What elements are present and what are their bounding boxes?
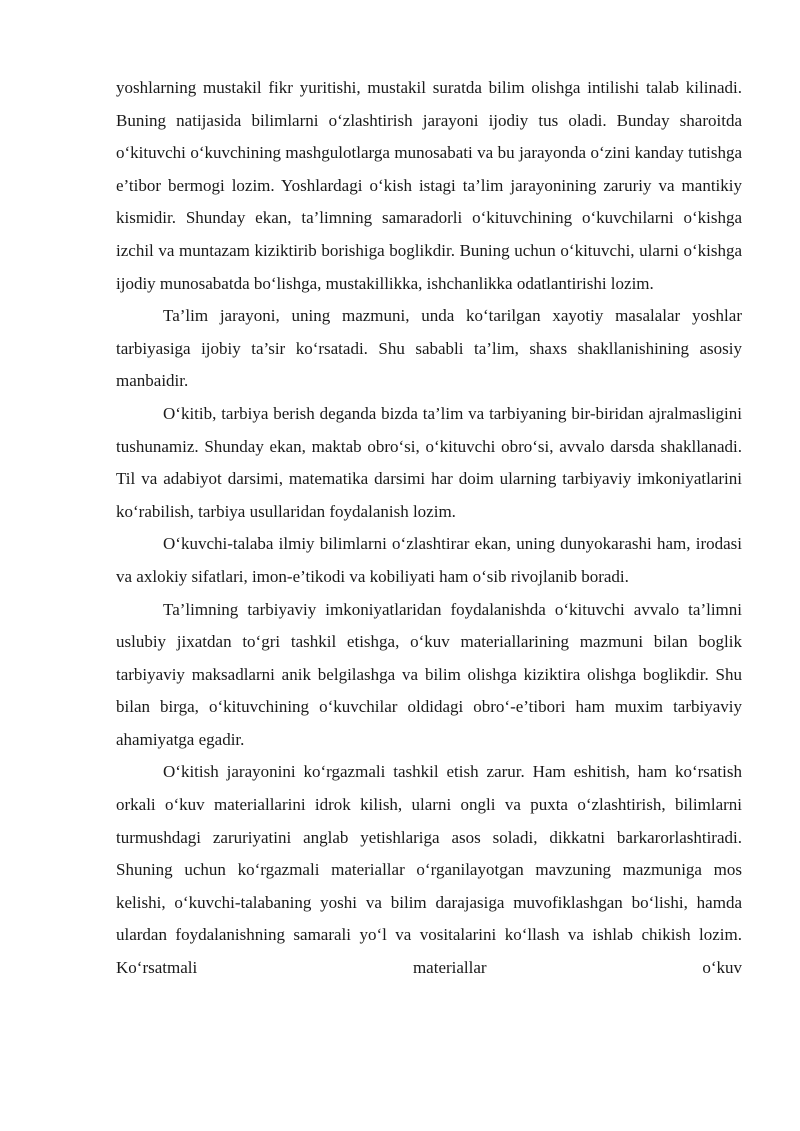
paragraph-5: Ta’limning tarbiyaviy imkoniyatlaridan foydalanishda o‘kituvchi avvalo ta’limni uslubiy jixatdan to‘gri tashkil etishga, o‘kuv materiallarining mazmuni bilan boglik tarbiyaviy maksadlarni anik belgilashga va bilim olishga kiziktira olishga boglikdir. Shu bilan birga, o‘kituvchining o‘kuvchilar oldidagi obro‘-e’tibori ham muxim tarbiyaviy ahamiyatga egadir. — [116, 599, 742, 749]
paragraph-6: O‘kitish jarayonini ko‘rgazmali tashkil etish zarur. Ham eshitish, ham ko‘rsatish orkali o‘kuv materiallarini idrok kilish, ularni ongli va puxta o‘zlashtirish, bilimlarni turmushdagi zaruriyatini anglab yetishlariga asos soladi, dikkatni barkarorlashtiradi. Shuning uchun ko‘rgazmali materiallar o‘rganilayotgan mavzuning mazmuniga mos kelishi, o‘kuvchi-talabaning yoshi va bilim darajasiga muvofiklashgan bo‘lishi, hamda ulardan foydalanishning samarali yo‘l va vositalarini ko‘llash va ishlab chikish lozim. Ko‘rsatmali materiallar o‘kuv — [116, 762, 742, 978]
paragraph-1: yoshlarning mustakil fikr yuritishi, mustakil suratda bilim olishga intilishi talab kilinadi. Buning natijasida bilimlarni o‘zlashtirish jarayoni ijodiy tus oladi. Bunday sharoitda o‘kituvchi o‘kuvchining mashgulotlarga munosabati va bu jarayonda o‘zini kanday tutishga e’tibor bermogi lozim. Yoshlardagi o‘kish istagi ta’lim jarayonining zaruriy va mantikiy kismidir. Shunday ekan, ta’limning samaradorli o‘kituvchining o‘kuvchilarni o‘kishga izchil va muntazam kiziktirib borishiga boglikdir. Buning uchun o‘kituvchi, ularni o‘kishga ijodiy munosabatda bo‘lishga, mustakillikka, ishchanlikka odatlantirishi lozim. — [116, 78, 742, 293]
paragraph-3: O‘kitib, tarbiya berish deganda bizda ta’lim va tarbiyaning bir-biridan ajralmasligini tushunamiz. Shunday ekan, maktab obro‘si, o‘kituvchi obro‘si, avvalo darsda shakllanadi. Til va adabiyot darsimi, matematika darsimi har doim ularning tarbiyaviy imkoniyatlarini ko‘rabilish, tarbiya usullaridan foydalanish lozim. — [116, 403, 742, 521]
paragraph-4: O‘kuvchi-talaba ilmiy bilimlarni o‘zlashtirar ekan, uning dunyokarashi ham, irodasi va axlokiy sifatlari, imon-e’tikodi va kobiliyati ham o‘sib rivojlanib boradi. — [116, 534, 742, 586]
document-page — [116, 72, 742, 985]
paragraph-2: Ta’lim jarayoni, uning mazmuni, unda ko‘tarilgan xayotiy masalalar yoshlar tarbiyasiga ijobiy ta’sir ko‘rsatadi. Shu sababli ta’lim, shaxs shakllanishining asosiy manbaidir. — [116, 306, 742, 391]
